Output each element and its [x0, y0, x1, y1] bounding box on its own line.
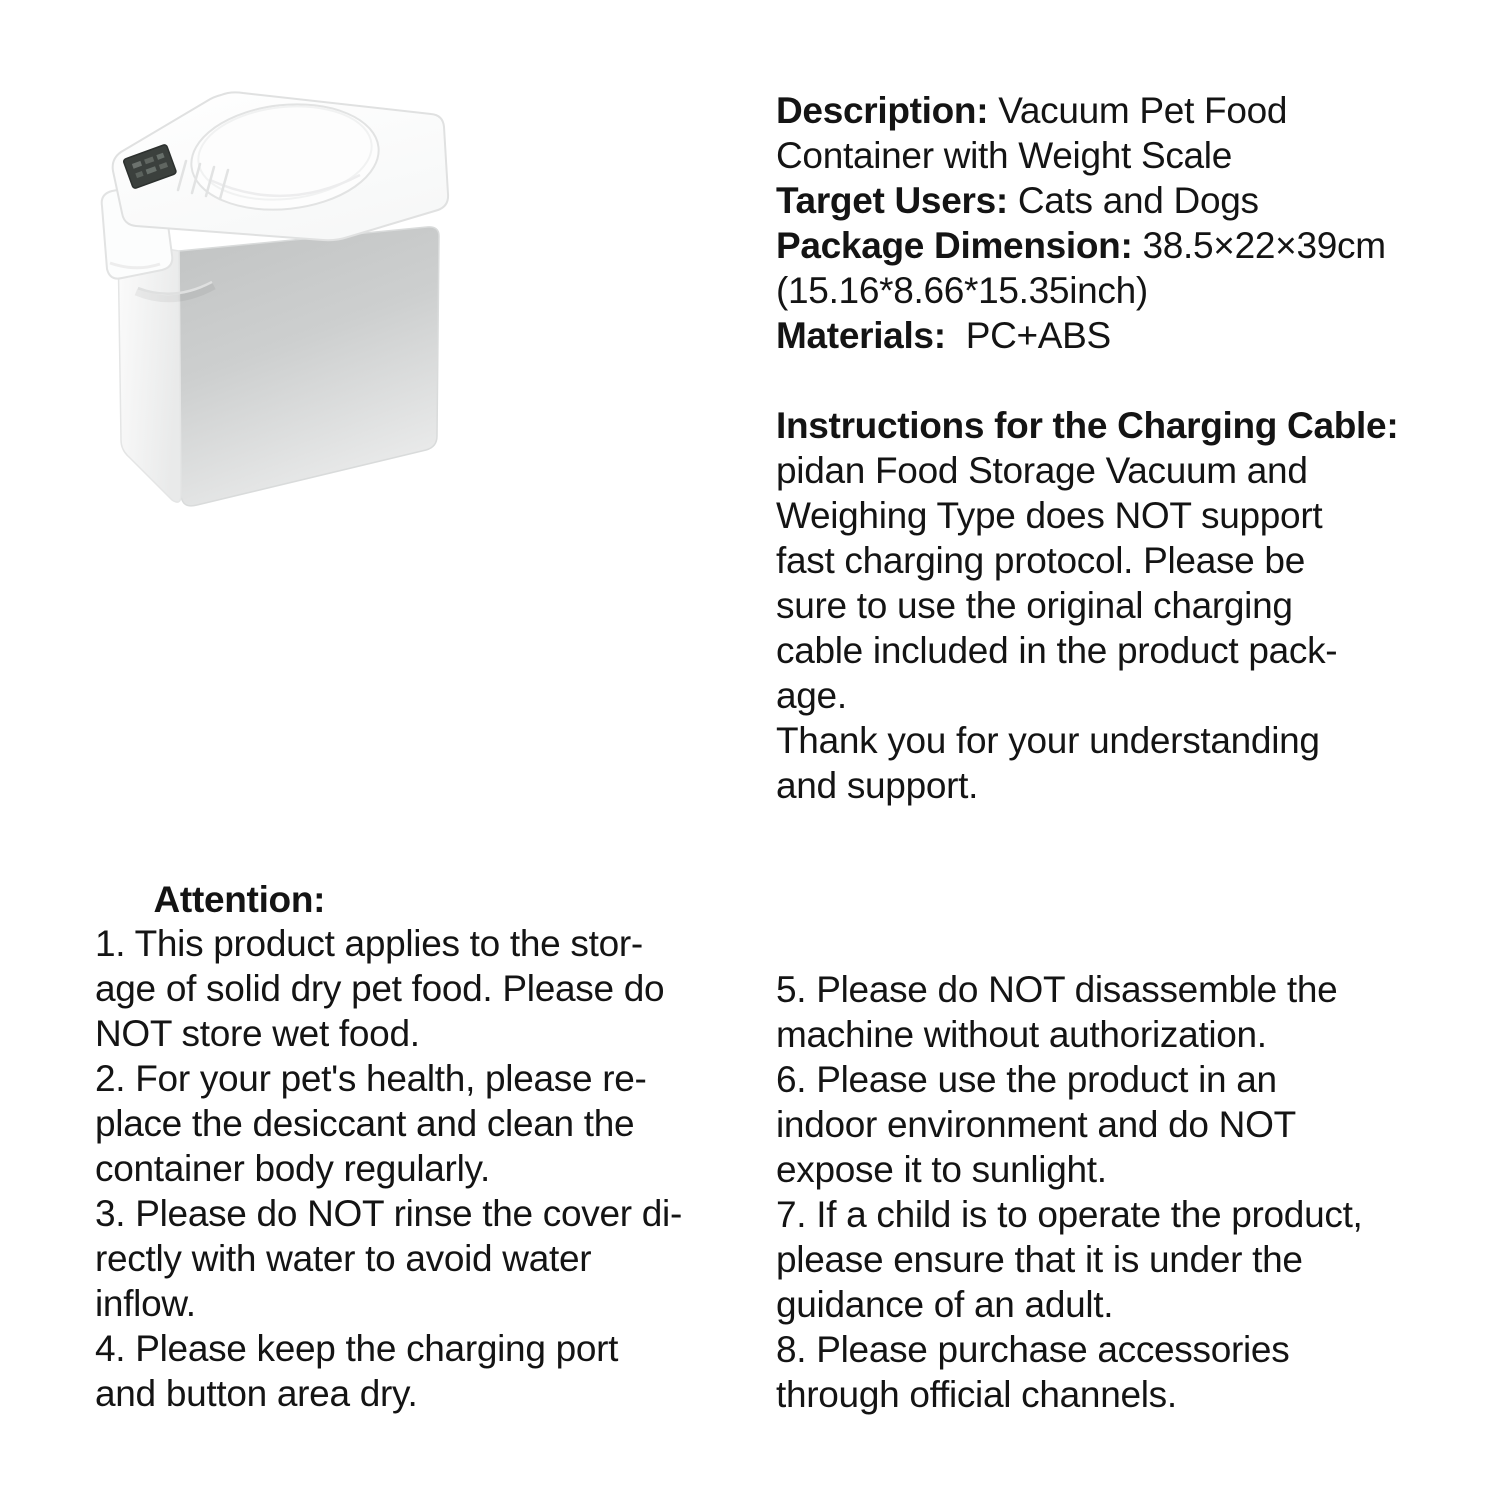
- attention-heading-text: Attention:: [153, 879, 326, 920]
- text-line: inflow.: [95, 1283, 196, 1324]
- text-line: Instructions for the Charging Cable:: [776, 405, 1399, 446]
- text-line: Description: Vacuum Pet Food: [776, 90, 1288, 131]
- container-body-side: [118, 241, 181, 502]
- text-line: (15.16*8.66*15.35inch): [776, 270, 1148, 311]
- text-line: cable included in the product pack-: [776, 630, 1338, 671]
- text-line: through official channels.: [776, 1374, 1177, 1415]
- text-line: and button area dry.: [95, 1373, 418, 1414]
- text-line: 4. Please keep the charging port: [95, 1328, 619, 1369]
- text-line: Target Users: Cats and Dogs: [776, 180, 1259, 221]
- text-line: fast charging protocol. Please be: [776, 540, 1305, 581]
- attention-heading: [95, 832, 326, 920]
- text-line: Weighing Type does NOT support: [776, 495, 1323, 536]
- text-line: indoor environment and do NOT: [776, 1104, 1296, 1145]
- text-line: 3. Please do NOT rinse the cover di-: [95, 1193, 682, 1234]
- text-line: sure to use the original charging: [776, 585, 1293, 626]
- attention-column-1: [95, 921, 755, 1416]
- text-line: machine without authorization.: [776, 1014, 1267, 1055]
- container-body-front: [179, 227, 439, 506]
- text-line: age of solid dry pet food. Please do: [95, 968, 665, 1009]
- text-line: rectly with water to avoid water: [95, 1238, 592, 1279]
- text-line: 6. Please use the product in an: [776, 1059, 1277, 1100]
- product-info-block: [776, 88, 1476, 808]
- text-line: Materials: PC+ABS: [776, 315, 1111, 356]
- attention-column-2: [776, 967, 1476, 1417]
- text-line: [776, 358, 1476, 403]
- text-line: Thank you for your understanding: [776, 720, 1320, 761]
- text-line: 8. Please purchase accessories: [776, 1329, 1290, 1370]
- text-line: Container with Weight Scale: [776, 135, 1233, 176]
- text-line: 5. Please do NOT disassemble the: [776, 969, 1338, 1010]
- text-line: and support.: [776, 765, 979, 806]
- text-line: guidance of an adult.: [776, 1284, 1114, 1325]
- text-line: Package Dimension: 38.5×22×39cm: [776, 225, 1386, 266]
- text-line: NOT store wet food.: [95, 1013, 420, 1054]
- text-line: expose it to sunlight.: [776, 1149, 1107, 1190]
- text-line: please ensure that it is under the: [776, 1239, 1303, 1280]
- text-line: container body regularly.: [95, 1148, 490, 1189]
- text-line: age.: [776, 675, 847, 716]
- text-line: pidan Food Storage Vacuum and: [776, 450, 1308, 491]
- text-line: 2. For your pet's health, please re-: [95, 1058, 647, 1099]
- text-line: 1. This product applies to the stor-: [95, 923, 643, 964]
- text-line: place the desiccant and clean the: [95, 1103, 635, 1144]
- text-line: 7. If a child is to operate the product,: [776, 1194, 1363, 1235]
